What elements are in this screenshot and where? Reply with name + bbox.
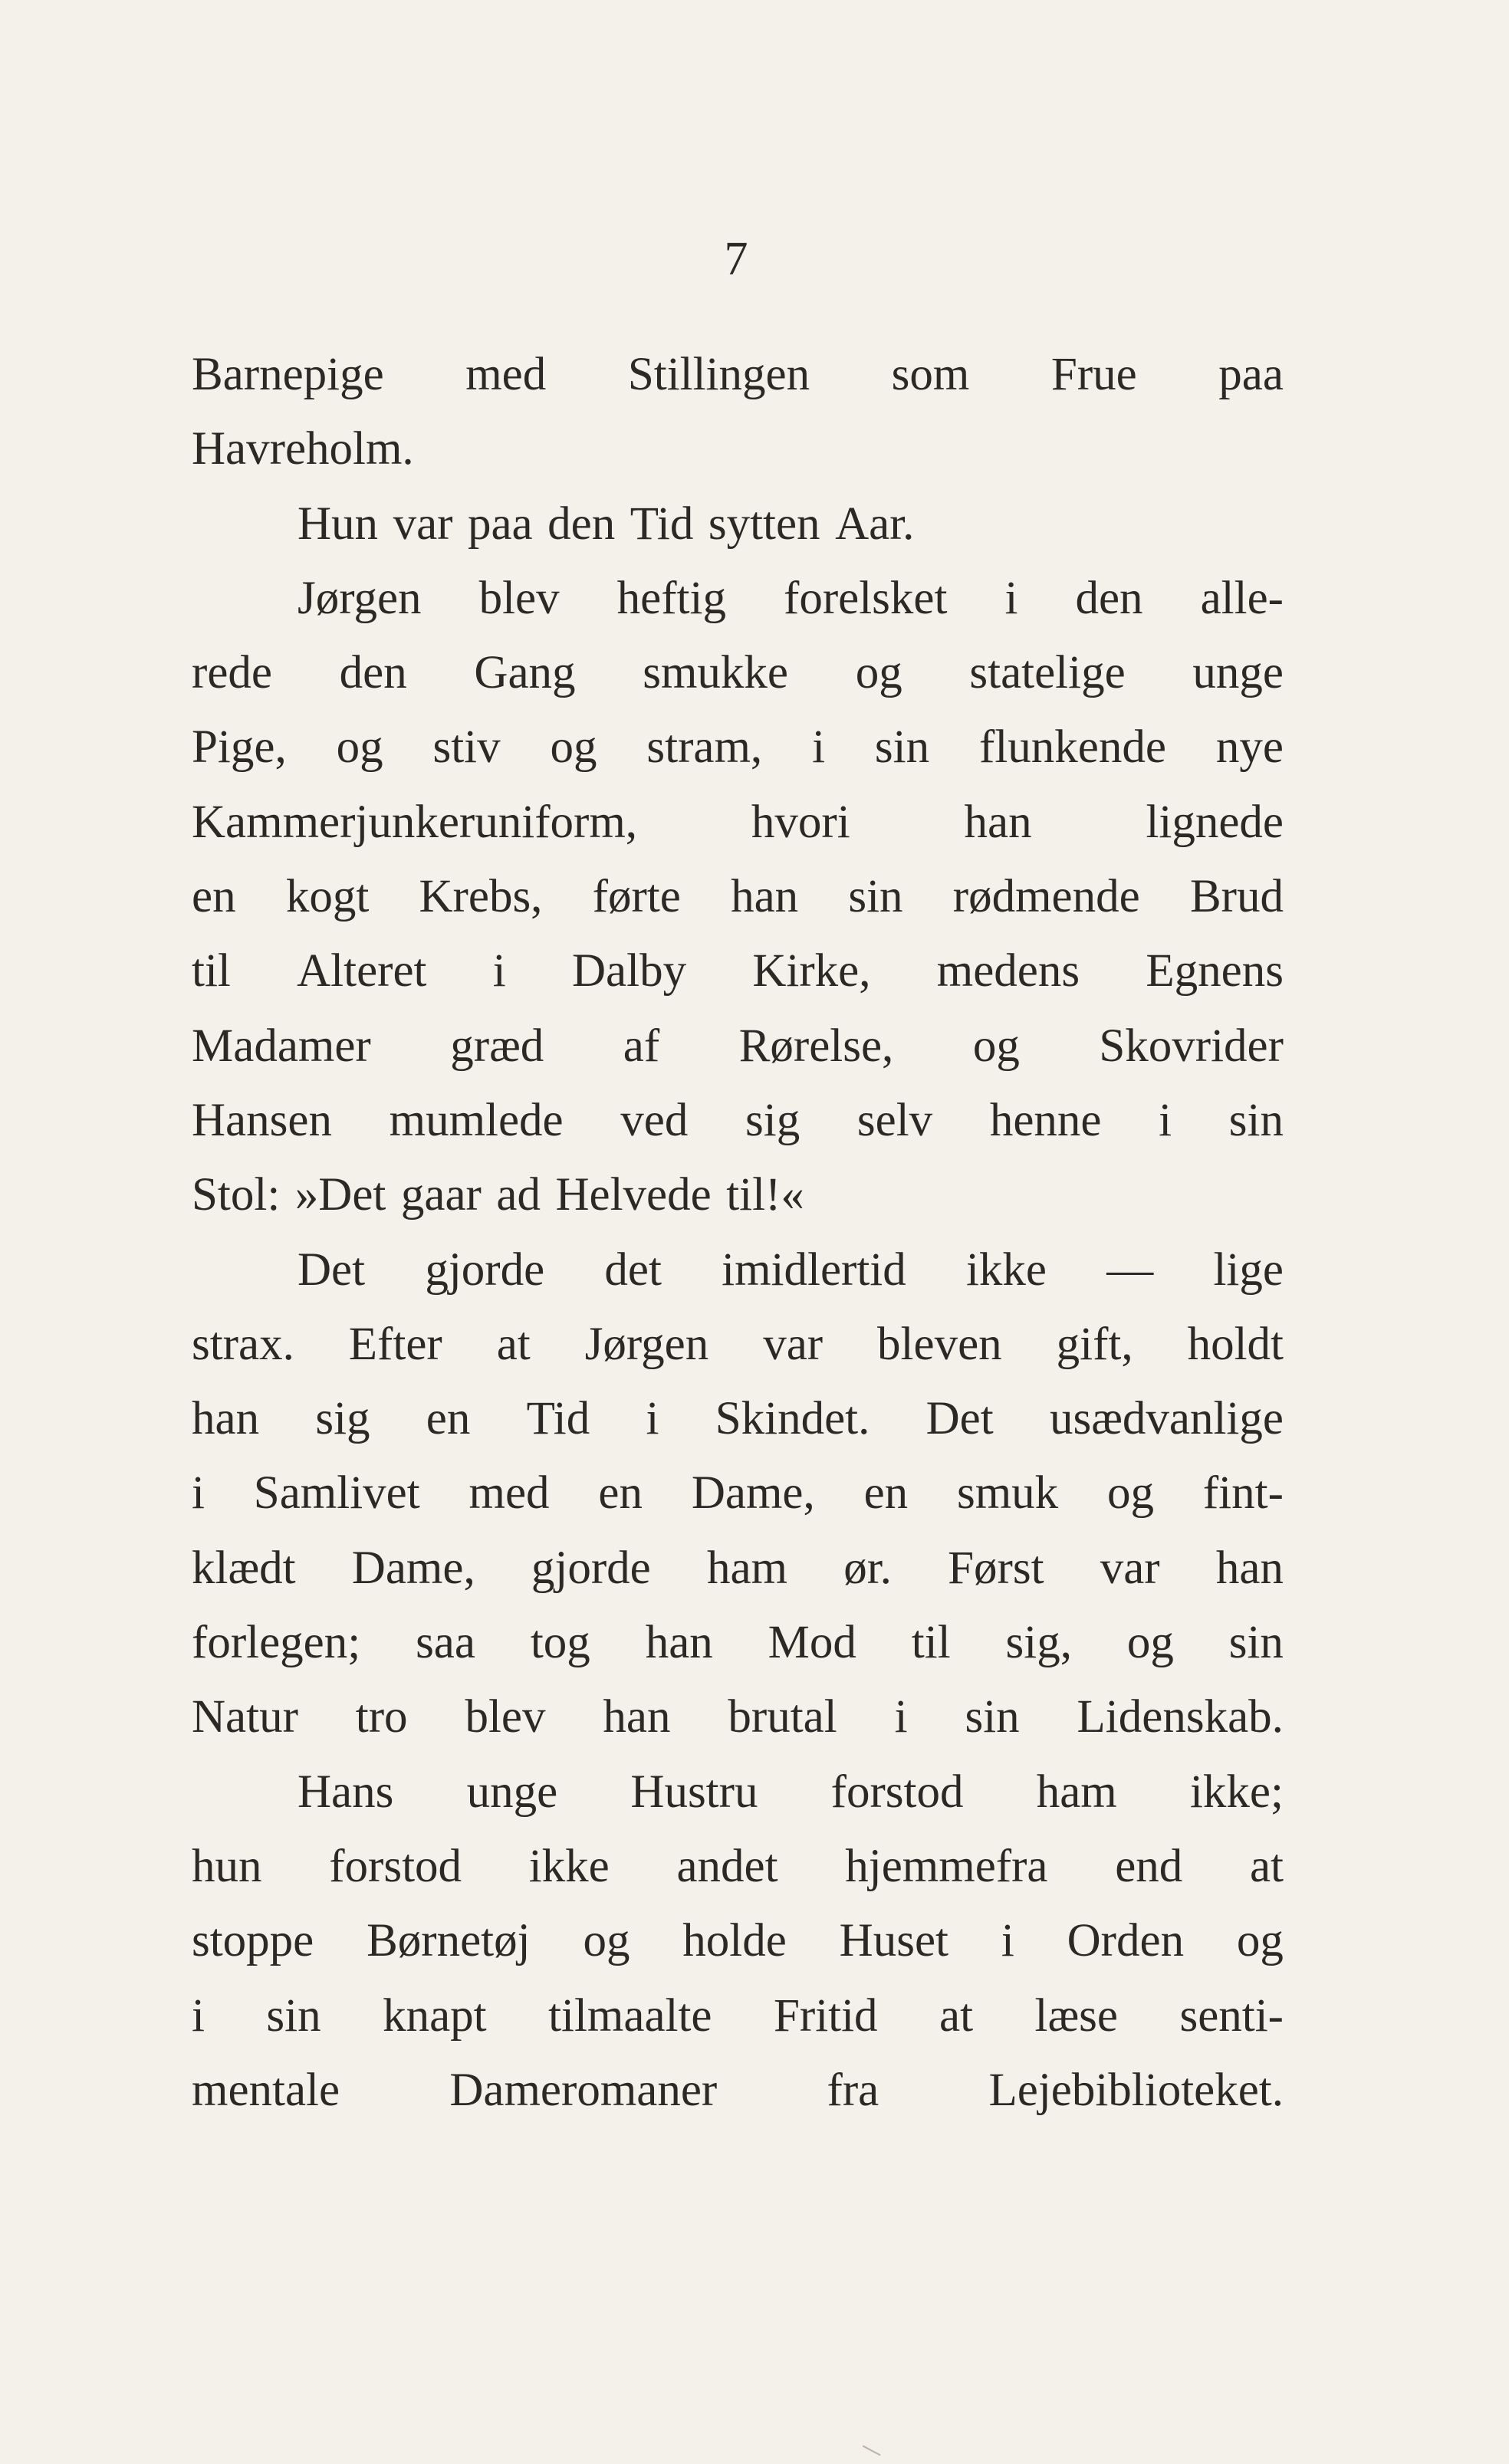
text-line	[192, 1904, 1284, 1978]
word: bleven	[877, 1318, 1002, 1370]
text-line	[192, 1979, 1284, 2053]
word: Hansen	[192, 1094, 332, 1146]
word: førte	[592, 871, 681, 923]
word: i	[192, 1989, 205, 2042]
word: sig	[315, 1393, 370, 1445]
word: alle-	[1200, 572, 1284, 624]
word: flunkende	[979, 721, 1166, 774]
word: i	[894, 1691, 908, 1743]
word: paa	[1218, 349, 1284, 400]
word: og	[1107, 1467, 1155, 1519]
word: Egnens	[1146, 945, 1284, 997]
text-line	[192, 859, 1284, 934]
word: en	[426, 1393, 471, 1445]
word: Skovrider	[1099, 1020, 1284, 1072]
word: han	[731, 871, 799, 923]
text-line	[192, 1233, 1284, 1307]
word: hvori	[751, 796, 850, 848]
word: Krebs,	[419, 871, 543, 923]
word: stoppe	[192, 1915, 314, 1967]
word: mentale	[192, 2064, 340, 2116]
word: Dame,	[351, 1542, 475, 1594]
word: at	[939, 1989, 974, 2042]
word: gaar	[400, 1169, 482, 1221]
text-line	[192, 1009, 1284, 1083]
word: sin	[874, 721, 930, 774]
word: som	[891, 349, 970, 400]
word: og	[583, 1915, 630, 1967]
word: at	[496, 1318, 531, 1370]
word: Alteret	[297, 945, 427, 997]
word: ved	[620, 1094, 689, 1146]
word: og	[855, 647, 902, 699]
word: holdt	[1187, 1318, 1284, 1370]
word: saa	[416, 1617, 475, 1669]
word: ad	[496, 1169, 541, 1221]
word: Skindet.	[715, 1393, 870, 1445]
word: rede	[192, 647, 272, 699]
word: unge	[466, 1766, 558, 1818]
word: og	[1126, 1617, 1174, 1669]
word: hun	[192, 1840, 262, 1892]
word: Det	[298, 1243, 366, 1296]
word: at	[1249, 1840, 1284, 1892]
word: fra	[827, 2064, 879, 2116]
word: i	[646, 1393, 659, 1445]
word: forstod	[830, 1766, 964, 1818]
word: forstod	[329, 1840, 462, 1892]
word: Gang	[474, 647, 576, 699]
word: til!«	[726, 1169, 804, 1221]
word: Mod	[768, 1617, 856, 1669]
word: var	[393, 498, 453, 550]
text-line	[192, 337, 1284, 412]
word: Først	[948, 1542, 1044, 1594]
word: i	[1004, 572, 1018, 624]
word: —	[1106, 1243, 1154, 1296]
word: den	[1075, 572, 1143, 624]
word: stram,	[646, 721, 763, 774]
word: i	[1159, 1094, 1172, 1146]
word: Dame,	[691, 1467, 815, 1519]
word: klædt	[192, 1542, 296, 1594]
word: og	[972, 1020, 1020, 1072]
word: medens	[936, 945, 1080, 997]
word: ør.	[843, 1542, 892, 1594]
word: forlegen;	[192, 1617, 361, 1669]
word: senti-	[1179, 1989, 1284, 2042]
word: ham	[1036, 1766, 1117, 1818]
word: i	[1001, 1915, 1014, 1967]
word: han	[603, 1691, 671, 1743]
word: Tid	[526, 1393, 590, 1445]
text-line	[192, 561, 1284, 636]
text-line	[192, 785, 1284, 859]
word: unge	[1192, 647, 1284, 699]
word: blev	[478, 572, 560, 624]
text-line	[192, 487, 1284, 561]
word: han	[192, 1393, 260, 1445]
word: af	[623, 1020, 660, 1072]
text-line	[192, 1531, 1284, 1605]
word: »Det	[294, 1169, 386, 1221]
word: end	[1115, 1840, 1183, 1892]
word: paa	[467, 498, 533, 550]
word: sytten	[708, 498, 820, 550]
word: en	[598, 1467, 643, 1519]
text-line	[192, 636, 1284, 710]
word: med	[465, 349, 547, 400]
text-line	[192, 710, 1284, 784]
word: gift,	[1056, 1318, 1133, 1370]
word: Det	[925, 1393, 994, 1445]
word: sin	[965, 1691, 1020, 1743]
text-line	[192, 1456, 1284, 1530]
word: henne	[989, 1094, 1102, 1146]
word: stiv	[432, 721, 501, 774]
word: Havreholm.	[192, 423, 414, 475]
word: imidlertid	[722, 1243, 906, 1296]
word: Aar.	[835, 498, 915, 550]
text-line	[192, 1083, 1284, 1158]
word: knapt	[383, 1989, 487, 2042]
word: Jørgen	[298, 572, 422, 624]
word: og	[336, 721, 383, 774]
word: tilmaalte	[548, 1989, 712, 2042]
word: heftig	[616, 572, 726, 624]
word: ikke	[528, 1840, 610, 1892]
word: i	[192, 1467, 205, 1519]
word: Dalby	[572, 945, 687, 997]
word: Orden	[1067, 1915, 1185, 1967]
word: Stol:	[192, 1169, 281, 1221]
text-line	[192, 412, 1284, 486]
word: smuk	[956, 1467, 1059, 1519]
word: lignede	[1146, 796, 1284, 848]
word: brutal	[728, 1691, 837, 1743]
word: Madamer	[192, 1020, 371, 1072]
word: gjorde	[425, 1243, 545, 1296]
word: og	[550, 721, 597, 774]
word: Efter	[348, 1318, 442, 1370]
word: Natur	[192, 1691, 298, 1743]
text-line	[192, 1829, 1284, 1904]
word: han	[964, 796, 1032, 848]
word: sig,	[1005, 1617, 1072, 1669]
word: Rørelse,	[738, 1020, 894, 1072]
word: hjemmefra	[845, 1840, 1048, 1892]
word: læse	[1034, 1989, 1118, 2042]
word: det	[604, 1243, 662, 1296]
word: tog	[530, 1617, 590, 1669]
text-line	[192, 1605, 1284, 1680]
word: holde	[682, 1915, 787, 1967]
word: græd	[450, 1020, 544, 1072]
word: ham	[706, 1542, 787, 1594]
word: Frue	[1050, 349, 1137, 400]
word: Hun	[298, 498, 379, 550]
word: Barnepige	[192, 349, 384, 400]
word: rødmende	[952, 871, 1140, 923]
text-line	[192, 2053, 1284, 2127]
word: en	[863, 1467, 909, 1519]
page-number: 7	[724, 233, 748, 285]
text-line	[192, 1381, 1284, 1456]
word: sin	[1228, 1617, 1284, 1669]
word: gjorde	[531, 1542, 651, 1594]
word: Samlivet	[253, 1467, 420, 1519]
word: Lidenskab.	[1077, 1691, 1284, 1743]
body-text	[192, 337, 1284, 2127]
word: statelige	[969, 647, 1126, 699]
word: tro	[355, 1691, 408, 1743]
word: kogt	[285, 871, 370, 923]
word: Stillingen	[627, 349, 810, 400]
word: strax.	[192, 1318, 294, 1370]
word: smukke	[643, 647, 789, 699]
word: mumlede	[389, 1094, 564, 1146]
word: han	[1215, 1542, 1284, 1594]
word: Helvede	[555, 1169, 712, 1221]
word: nye	[1215, 721, 1284, 774]
word: med	[468, 1467, 550, 1519]
text-line	[192, 934, 1284, 1008]
word: sig	[745, 1094, 801, 1146]
text-line	[192, 1755, 1284, 1829]
paper-mark	[863, 2439, 885, 2456]
word: ikke	[965, 1243, 1047, 1296]
word: Jørgen	[584, 1318, 709, 1370]
word: i	[812, 721, 826, 774]
word: den	[547, 498, 616, 550]
word: i	[492, 945, 506, 997]
word: sin	[1228, 1094, 1284, 1146]
word: Brud	[1189, 871, 1284, 923]
word: usædvanlige	[1049, 1393, 1284, 1445]
word: Kammerjunkeruniform,	[192, 796, 638, 848]
word: blev	[465, 1691, 546, 1743]
word: han	[645, 1617, 713, 1669]
word: Børnetøj	[367, 1915, 531, 1967]
word: til	[911, 1617, 951, 1669]
word: var	[1100, 1542, 1160, 1594]
text-line	[192, 1680, 1284, 1754]
text-line	[192, 1307, 1284, 1381]
word: selv	[856, 1094, 933, 1146]
word: Tid	[630, 498, 694, 550]
word: den	[339, 647, 407, 699]
word: Fritid	[773, 1989, 878, 2042]
word: lige	[1213, 1243, 1284, 1296]
word: andet	[676, 1840, 778, 1892]
word: sin	[848, 871, 903, 923]
word: var	[763, 1318, 824, 1370]
word: Huset	[839, 1915, 948, 1967]
word: Pige,	[192, 721, 287, 774]
word: Lejebiblioteket.	[988, 2064, 1284, 2116]
text-line	[192, 1158, 1284, 1232]
word: Hans	[298, 1766, 394, 1818]
word: en	[192, 871, 236, 923]
word: forelsket	[784, 572, 948, 624]
word: til	[192, 945, 231, 997]
word: Kirke,	[752, 945, 871, 997]
word: og	[1236, 1915, 1284, 1967]
word: ikke;	[1189, 1766, 1284, 1818]
word: Dameromaner	[449, 2064, 718, 2116]
word: sin	[266, 1989, 321, 2042]
word: fint-	[1202, 1467, 1284, 1519]
word: Hustru	[630, 1766, 758, 1818]
